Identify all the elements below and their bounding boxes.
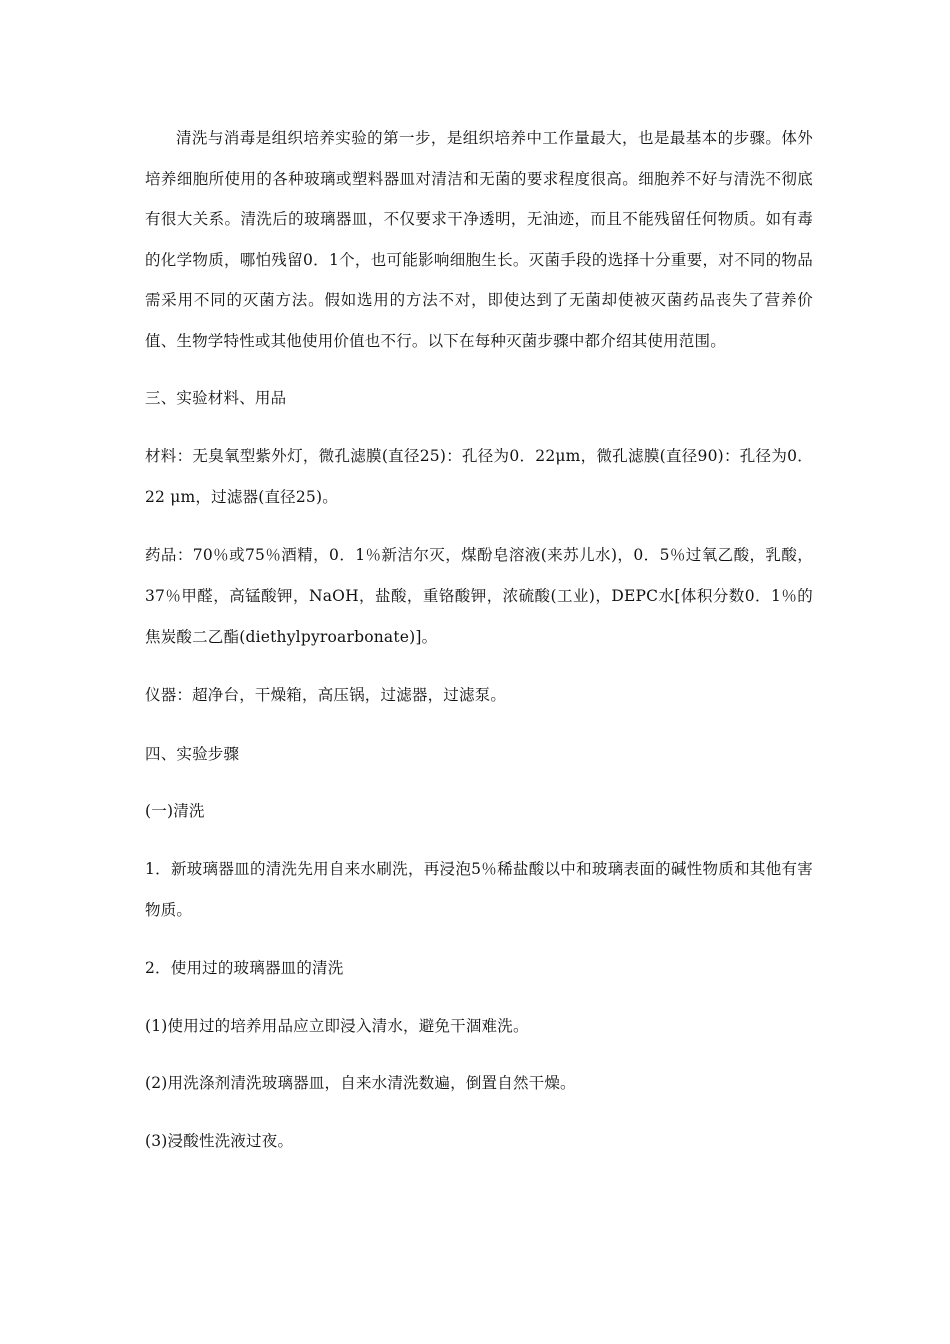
intro-paragraph: 清洗与消毒是组织培养实验的第一步，是组织培养中工作量最大，也是最基本的步骤。体外培养细胞所使用的各种玻璃或塑料器皿对清洁和无菌的要求程度很高。细胞养不好与清洗不彻底有很大关系。清洗后的玻璃器皿，不仅要求干净透明，无油迹，而且不能残留任何物质。如有毒的化学物质，哪怕残留0．1个，也可能影响细胞生长。灭菌手段的选择十分重要，对不同的物品需采用不同的灭菌方法。假如选用的方法不对，即使达到了无菌却使被灭菌药品丧失了营养价值、生物学特性或其他使用价值也不行。以下在每种灭菌步骤中都介绍其使用范围。	[145, 129, 813, 350]
instruments-paragraph: 仪器：超净台，干燥箱，高压锅，过滤器，过滤泵。	[145, 686, 507, 705]
document-page	[145, 118, 813, 1161]
step-1-paragraph: 1．新玻璃器皿的清洗先用自来水刷洗，再浸泡5％稀盐酸以中和玻璃表面的碱性物质和其他有害物质。	[145, 859, 813, 919]
step-2-3-paragraph: (3)浸酸性洗液过夜。	[145, 1131, 294, 1150]
step-2-1-paragraph: (1)使用过的培养用品应立即浸入清水，避免干涸难洗。	[145, 1016, 529, 1035]
materials-paragraph: 材料：无臭氧型紫外灯，微孔滤膜(直径25)：孔径为0．22μm，微孔滤膜(直径90)：孔径为0．22 μm，过滤器(直径25)。	[145, 447, 813, 506]
section-heading-materials: 三、实验材料、用品	[145, 388, 287, 407]
subsection-heading-cleaning: (一)清洗	[145, 802, 205, 821]
step-2-heading: 2．使用过的玻璃器皿的清洗	[145, 959, 344, 978]
reagents-paragraph: 药品：70％或75％酒精，0．1％新洁尔灭，煤酚皂溶液(来苏儿水)，0．5％过氧乙酸，乳酸，37％甲醛，高锰酸钾，NaOH，盐酸，重铬酸钾，浓硫酸(工业)，DEPC水[体积分数0．1％的焦炭酸二乙酯(diethylpyroarbonate)]。	[145, 546, 813, 646]
section-heading-steps: 四、实验步骤	[145, 744, 240, 763]
step-2-2-paragraph: (2)用洗涤剂清洗玻璃器皿，自来水清洗数遍，倒置自然干燥。	[145, 1074, 576, 1093]
